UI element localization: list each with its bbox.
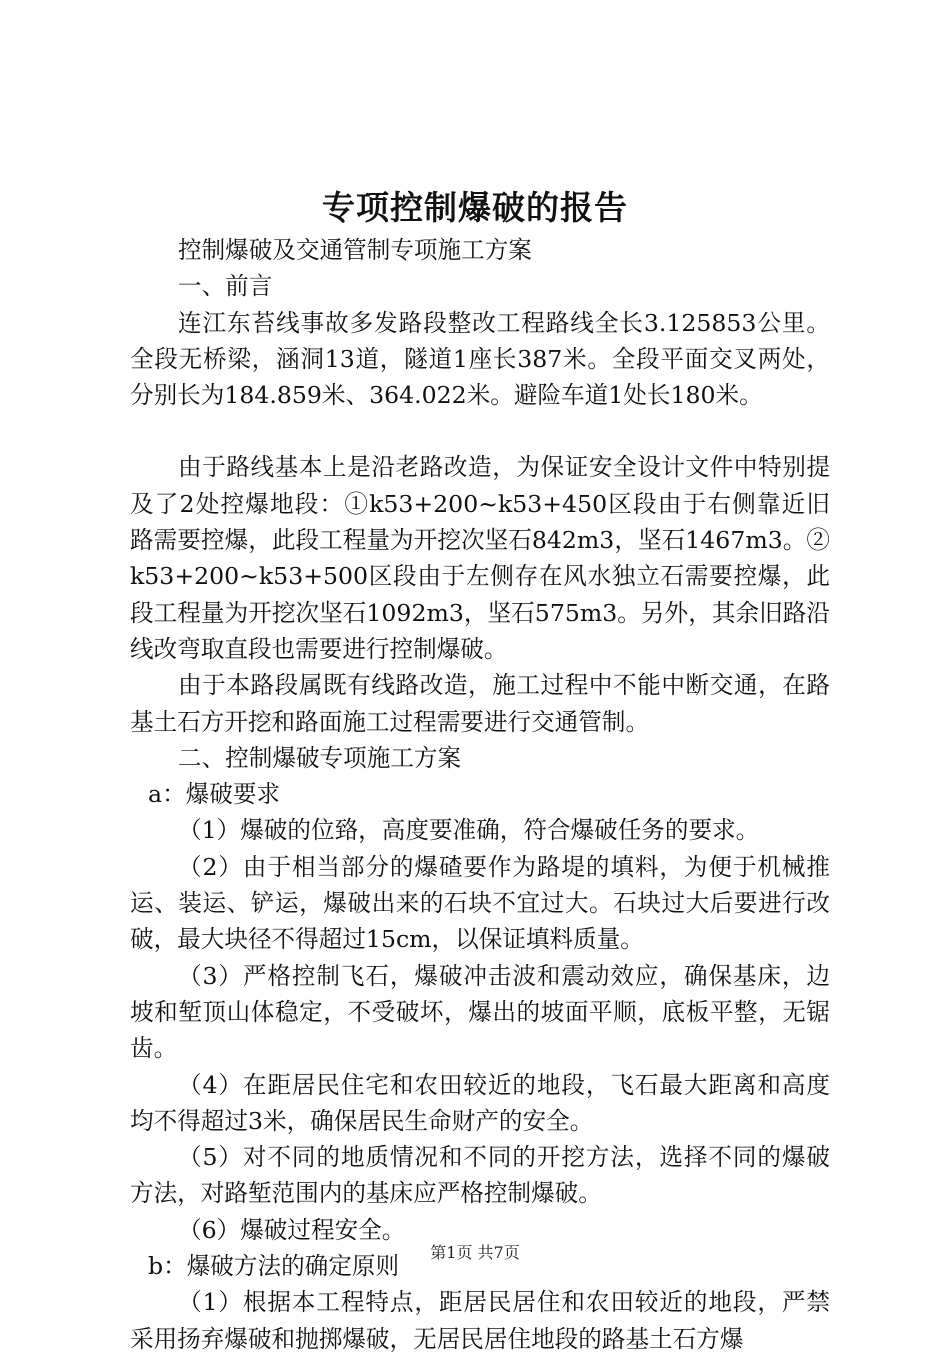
page-footer: 第1页 共7页 (430, 1243, 520, 1262)
paragraph: 由于路线基本上是沿老路改造，为保证安全设计文件中特别提及了2处控爆地段：①k53+200~k53+450区段由于右侧靠近旧路需要控爆，此段工程量为开挖次坚石842m3，坚石1467m3。②k53+200~k53+500区段由于左侧存在风水独立石需要控爆，此段工程量为开挖次坚石1092m3，坚石575m3。另外，其余旧路沿线改弯取直段也需要进行控制爆破。 (130, 453, 830, 663)
subtitle-line: 控制爆破及交通管制专项施工方案 (178, 236, 532, 264)
list-item: （6）爆破过程安全。 (178, 1215, 406, 1244)
list-item: （5）对不同的地质情况和不同的开挖方法，选择不同的爆破方法，对路堑范围内的基床应严格控制爆破。 (130, 1143, 830, 1208)
section-heading: 一、前言 (178, 272, 273, 301)
paragraph: 由于本路段属既有线路改造，施工过程中不能中断交通，在路基土石方开挖和路面施工过程需要进行交通管制。 (130, 671, 830, 736)
list-item: （1）根据本工程特点，距居民居住和农田较近的地段，严禁采用扬弃爆破和抛掷爆破，无居民居住地段的路基土石方爆 (130, 1288, 830, 1353)
document-body (130, 232, 830, 1357)
paragraph-gap (130, 413, 830, 449)
paragraph: 连江东苔线事故多发路段整改工程路线全长3.125853公里。全段无桥梁，涵洞13道，隧道1座长387米。全段平面交叉两处，分别长为184.859米、364.022米。避险车道1处长180米。 (130, 308, 830, 410)
subsection-heading: b：爆破方法的确定原则 (148, 1252, 400, 1281)
section-heading: 二、控制爆破专项施工方案 (178, 743, 462, 772)
list-item: （2）由于相当部分的爆碴要作为路堤的填料，为便于机械推运、装运、铲运，爆破出来的石块不宜过大。石块过大后要进行改破，最大块径不得超过15cm，以保证填料质量。 (130, 852, 830, 954)
list-item: （3）严格控制飞石，爆破冲击波和震动效应，确保基床，边坡和堑顶山体稳定，不受破坏，爆出的坡面平顺，底板平整，无锯齿。 (130, 961, 830, 1063)
subsection-heading: a：爆破要求 (148, 780, 281, 809)
document-title: 专项控制爆破的报告 (322, 188, 628, 227)
list-item: （4）在距居民住宅和农田较近的地段，飞石最大距离和高度均不得超过3米，确保居民生命财产的安全。 (130, 1070, 830, 1135)
list-item: （1）爆破的位臵，高度要准确，符合爆破任务的要求。 (178, 816, 760, 845)
